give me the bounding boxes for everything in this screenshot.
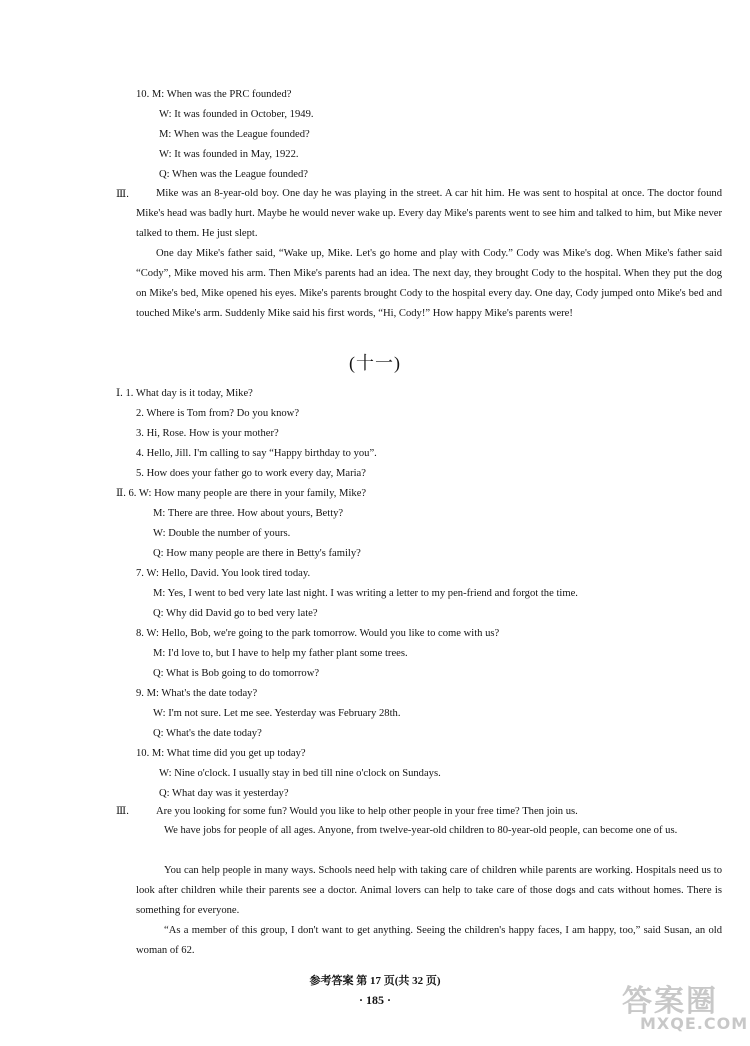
- text-line: 9. M: What's the date today?: [136, 688, 258, 699]
- text-line: 4. Hello, Jill. I'm calling to say “Happy birthday to you”.: [136, 448, 377, 459]
- watermark-url: MXQE.COM: [640, 1014, 749, 1033]
- text-line: M: There are three. How about yours, Betty?: [153, 508, 344, 519]
- page-footer-answer-info: 参考答案 第 17 页(共 32 页): [309, 975, 441, 987]
- text-line: W: Double the number of yours.: [153, 528, 291, 539]
- page-number: · 185 ·: [358, 993, 391, 1007]
- text-line: W: It was founded in May, 1922.: [159, 149, 299, 160]
- text-line: 10. M: What time did you get up today?: [136, 748, 306, 759]
- text-line: M: Yes, I went to bed very late last night. I was writing a letter to my pen-friend and forgot the time.: [153, 588, 578, 599]
- text-line: Q: What is Bob going to do tomorrow?: [153, 668, 320, 679]
- text-line: W: I'm not sure. Let me see. Yesterday was February 28th.: [153, 708, 401, 719]
- text-line: W: It was founded in October, 1949.: [159, 109, 314, 120]
- text-line: Ⅱ. 6. W: How many people are there in your family, Mike?: [116, 488, 367, 499]
- text-line: Q: Why did David go to bed very late?: [153, 608, 318, 619]
- text-line: Are you looking for some fun? Would you like to help other people in your free time? Then join us.: [156, 806, 578, 817]
- paragraph: One day Mike's father said, “Wake up, Mike. Let's go home and play with Cody.” Cody was Mike's dog. When Mike's father said “Cody”, Mike moved his arm. Then Mike's parents had an idea. The next day, they brought Cody to the hospital. When they put the dog on Mike's bed, Mike opened his eyes. Mike's parents brought Cody to the hospital every day. One day, Cody jumped onto Mike's bed and touched Mike's arm. Suddenly Mike said his first words, “Hi, Cody!” How happy Mike's parents were!: [136, 248, 722, 319]
- text-line: Q: How many people are there in Betty's family?: [153, 548, 361, 559]
- paragraph: “As a member of this group, I don't want to get anything. Seeing the children's happy faces, I am happy, too,” said Susan, an old woman of 62.: [136, 925, 722, 956]
- text-line: Ⅲ.: [116, 806, 129, 817]
- text-line: M: When was the League founded?: [159, 129, 310, 140]
- text-line: Q: When was the League founded?: [159, 169, 308, 180]
- text-line: Q: What's the date today?: [153, 728, 262, 739]
- text-line: 2. Where is Tom from? Do you know?: [136, 408, 300, 419]
- paragraph: You can help people in many ways. Schools need help with taking care of children while parents are working. Hospitals need us to look after children while their parents see a doctor. Animal lovers can help to take care of those dogs and cats without homes. There is something for everyone.: [136, 865, 722, 916]
- paragraph: We have jobs for people of all ages. Anyone, from twelve-year-old children to 80-year-old people, can become one of us.: [164, 825, 678, 836]
- text-line: Ⅰ. 1. What day is it today, Mike?: [116, 388, 253, 399]
- text-line: 5. How does your father go to work every day, Maria?: [136, 468, 366, 479]
- text-line: 3. Hi, Rose. How is your mother?: [136, 428, 279, 439]
- text-line: 8. W: Hello, Bob, we're going to the park tomorrow. Would you like to come with us?: [136, 628, 500, 639]
- watermark-logo: [618, 974, 749, 1040]
- paragraph: Mike was an 8-year-old boy. One day he was playing in the street. A car hit him. He was sent to hospital at once. The doctor found Mike's head was badly hurt. Maybe he would never wake up. Every day Mike's parents went to see him and talked to him, but Mike never talked to them. He just slept.: [136, 188, 722, 239]
- text-line: M: I'd love to, but I have to help my father plant some trees.: [153, 648, 408, 659]
- text-line: 10. M: When was the PRC founded?: [136, 89, 292, 100]
- section-title: (十一): [349, 353, 401, 373]
- text-line: Ⅲ.: [116, 189, 129, 200]
- text-line: Q: What day was it yesterday?: [159, 788, 289, 799]
- text-line: W: Nine o'clock. I usually stay in bed till nine o'clock on Sundays.: [159, 768, 441, 779]
- text-line: 7. W: Hello, David. You look tired today.: [136, 568, 311, 579]
- watermark-text: 答案圈: [622, 984, 718, 1019]
